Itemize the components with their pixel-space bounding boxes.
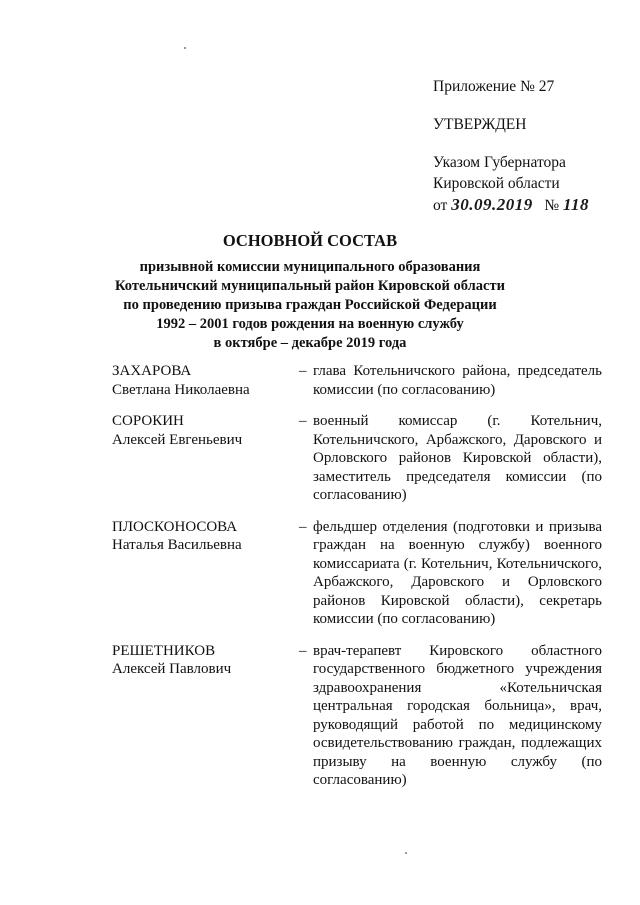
member-given-names: Светлана Николаевна xyxy=(112,381,250,398)
scan-speck xyxy=(405,852,407,854)
title-line: по проведению призыва граждан Российской Федерации xyxy=(123,297,497,313)
member-dash: – xyxy=(299,518,307,535)
member-surname: ПЛОСКОНОСОВА xyxy=(112,518,238,535)
member-given-names: Наталья Васильевна xyxy=(112,537,242,553)
handwritten-date: 30.09.2019 xyxy=(451,195,533,214)
member-entry xyxy=(112,362,602,399)
member-dash: – xyxy=(299,413,307,429)
member-surname: РЕШЕТНИКОВ xyxy=(112,642,216,659)
member-name xyxy=(112,362,299,399)
member-given-names: Алексей Евгеньевич xyxy=(112,431,243,448)
member-role: фельдшер отделения (подготовки и призыва граждан на военную службу) военного комиссариата (г. Котельнич, Котельничского, Арбажского, Даровского и Орловского районов Кировской области), секретарь комиссии (по согласованию) xyxy=(313,518,602,627)
member-name xyxy=(112,518,299,629)
title-line: призывной комиссии муниципального образования xyxy=(139,259,481,275)
member-name xyxy=(112,642,299,790)
decree-date-line xyxy=(433,194,623,216)
member-entry xyxy=(112,412,602,505)
from-label: от xyxy=(433,197,448,214)
document-title-block xyxy=(100,230,520,353)
member-role: врач-терапевт Кировского областного государственного бюджетного учреждения здравоохранения «Котельничская центральная городская больница», врач, руководящий работой по медицинскому освидетельствованию граждан, подлежащих призыву на военную службу (по согласованию) xyxy=(313,642,602,788)
title-line: 1992 – 2001 годов рождения на военную службу xyxy=(156,316,464,332)
member-role: глава Котельничского района, председатель комиссии (по согласованию) xyxy=(313,363,602,398)
member-dash: – xyxy=(299,642,307,659)
document-title: ОСНОВНОЙ СОСТАВ xyxy=(222,231,398,250)
approval-block xyxy=(433,76,623,216)
member-entry xyxy=(112,518,602,629)
member-given-names: Алексей Павлович xyxy=(112,661,232,677)
member-role: военный комиссар (г. Котельнич, Котельничского, Арбажского, Даровского и Орловского районов Кировской области), заместитель председателя комиссии (по согласованию) xyxy=(313,413,602,503)
appendix-label: Приложение № 27 xyxy=(433,78,555,95)
members-list xyxy=(112,362,602,803)
decree-line-1: Указом Губернатора xyxy=(433,154,566,171)
member-surname: СОРОКИН xyxy=(112,413,184,429)
title-line: в октябре – декабре 2019 года xyxy=(213,335,407,351)
approved-label: УТВЕРЖДЕН xyxy=(433,116,527,133)
decree-line-2: Кировской области xyxy=(433,175,560,192)
member-name xyxy=(112,412,299,505)
member-surname: ЗАХАРОВА xyxy=(112,363,192,379)
number-label: № xyxy=(544,197,560,214)
member-dash: – xyxy=(299,363,307,379)
scan-speck xyxy=(184,47,186,49)
title-line: Котельничский муниципальный район Кировской области xyxy=(115,278,505,294)
handwritten-number: 118 xyxy=(563,195,590,214)
member-entry xyxy=(112,642,602,790)
